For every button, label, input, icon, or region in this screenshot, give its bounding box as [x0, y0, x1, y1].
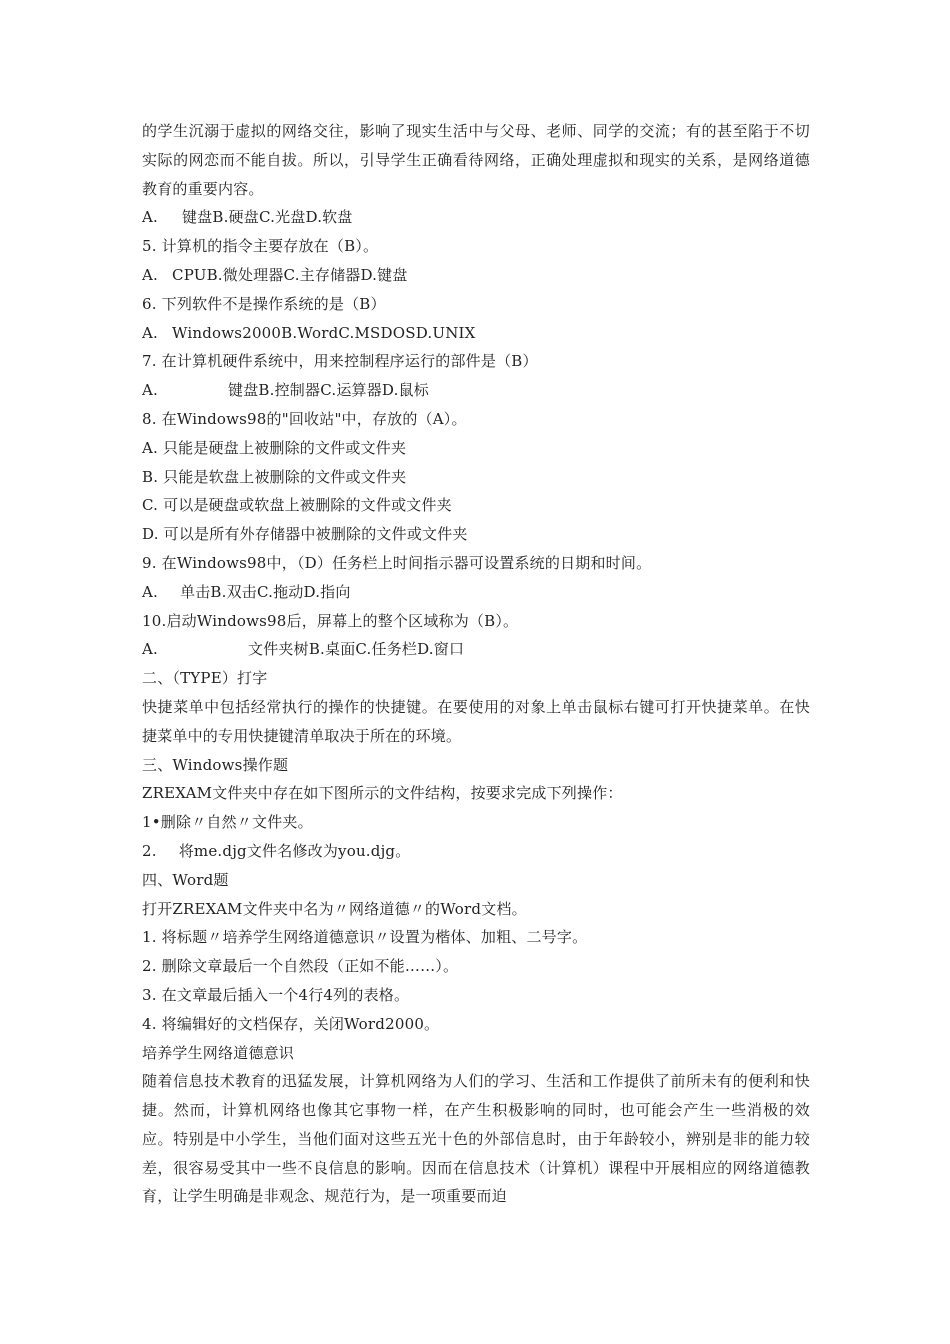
q8-option-b: B. 只能是软盘上被删除的文件或文件夹 [142, 467, 407, 486]
section2-heading: 二、（TYPE）打字 [142, 669, 268, 688]
q10-options [142, 635, 810, 664]
section4-step1: 1. 将标题〃培养学生网络道德意识〃设置为楷体、加粗、二号字。 [142, 928, 588, 947]
section4-heading: 四、Word题 [142, 870, 229, 889]
section4-step2: 2. 删除文章最后一个自然段（正如不能……）。 [142, 957, 459, 976]
document-page [142, 117, 810, 1211]
section4-step3: 3. 在文章最后插入一个4行4列的表格。 [142, 985, 410, 1004]
intro-paragraph: 的学生沉溺于虚拟的网络交往，影响了现实生活中与父母、老师、同学的交流；有的甚至陷于不切实际的网恋而不能自拔。所以，引导学生正确看待网络，正确处理虚拟和现实的关系，是网络道德教育的重要内容。 [142, 122, 810, 198]
q4-options-label: A. [142, 208, 159, 227]
article-title: 培养学生网络道德意识 [142, 1043, 295, 1062]
q9-options-label: A. [142, 582, 159, 601]
q8-option-d: D. 可以是所有外存储器中被删除的文件或文件夹 [142, 525, 468, 544]
q4-options [142, 203, 810, 232]
section3-step2-text: 将me.djg文件名修改为you.djg。 [178, 841, 411, 860]
q8-stem: 8. 在Windows98的"回收站"中，存放的（A）。 [142, 409, 467, 428]
article-body: 随着信息技术教育的迅猛发展，计算机网络为人们的学习、生活和工作提供了前所未有的便利和快捷。然而，计算机网络也像其它事物一样，在产生积极影响的同时，也可能会产生一些消极的效应。特别是中小学生，当他们面对这些五光十色的外部信息时，由于年龄较小，辨别是非的能力较差，很容易受其中一些不良信息的影响。因而在信息技术（计算机）课程中开展相应的网络道德教育，让学生明确是非观念、规范行为，是一项重要而迫 [142, 1072, 810, 1206]
q6-stem: 6. 下列软件不是操作系统的是（B） [142, 294, 386, 313]
q10-stem: 10.启动Windows98后，屏幕上的整个区域称为（B）。 [142, 611, 519, 630]
q7-options [142, 376, 810, 405]
q8-option-a: A. 只能是硬盘上被删除的文件或文件夹 [142, 438, 407, 457]
section3-step1: 1•删除〃自然〃文件夹。 [142, 813, 313, 832]
q5-options-text: CPUB.微处理器C.主存储器D.键盘 [172, 265, 408, 284]
q5-options [142, 261, 810, 290]
section3-heading: 三、Windows操作题 [142, 755, 289, 774]
q6-options-text: Windows2000B.WordC.MSDOSD.UNIX [172, 323, 476, 342]
q10-options-label: A. [142, 640, 159, 659]
q4-options-text: 键盘B.硬盘C.光盘D.软盘 [182, 208, 353, 227]
section4-intro: 打开ZREXAM文件夹中名为〃网络道德〃的Word文档。 [142, 899, 527, 918]
q8-option-c: C. 可以是硬盘或软盘上被删除的文件或文件夹 [142, 496, 452, 515]
q9-options-text: 单击B.双击C.拖动D.指向 [180, 582, 351, 601]
q6-options-label: A. [142, 323, 159, 342]
section2-paragraph: 快捷菜单中包括经常执行的操作的快捷键。在要使用的对象上单击鼠标右键可打开快捷菜单。在快捷菜单中的专用快捷键清单取决于所在的环境。 [142, 697, 810, 745]
q5-options-label: A. [142, 265, 159, 284]
q7-options-label: A. [142, 381, 159, 400]
q5-stem: 5. 计算机的指令主要存放在（B）。 [142, 237, 379, 256]
q7-options-text: 键盘B.控制器C.运算器D.鼠标 [228, 381, 429, 400]
section3-step2 [142, 837, 810, 866]
q9-options [142, 578, 810, 607]
q9-stem: 9. 在Windows98中，（D）任务栏上时间指示器可设置系统的日期和时间。 [142, 553, 652, 572]
q6-options [142, 319, 810, 348]
section3-step2-label: 2. [142, 841, 157, 860]
q10-options-text: 文件夹树B.桌面C.任务栏D.窗口 [248, 640, 465, 659]
section4-step4: 4. 将编辑好的文档保存，关闭Word2000。 [142, 1014, 440, 1033]
q7-stem: 7. 在计算机硬件系统中，用来控制程序运行的部件是（B） [142, 352, 538, 371]
section3-intro: ZREXAM文件夹中存在如下图所示的文件结构，按要求完成下列操作： [142, 784, 623, 803]
